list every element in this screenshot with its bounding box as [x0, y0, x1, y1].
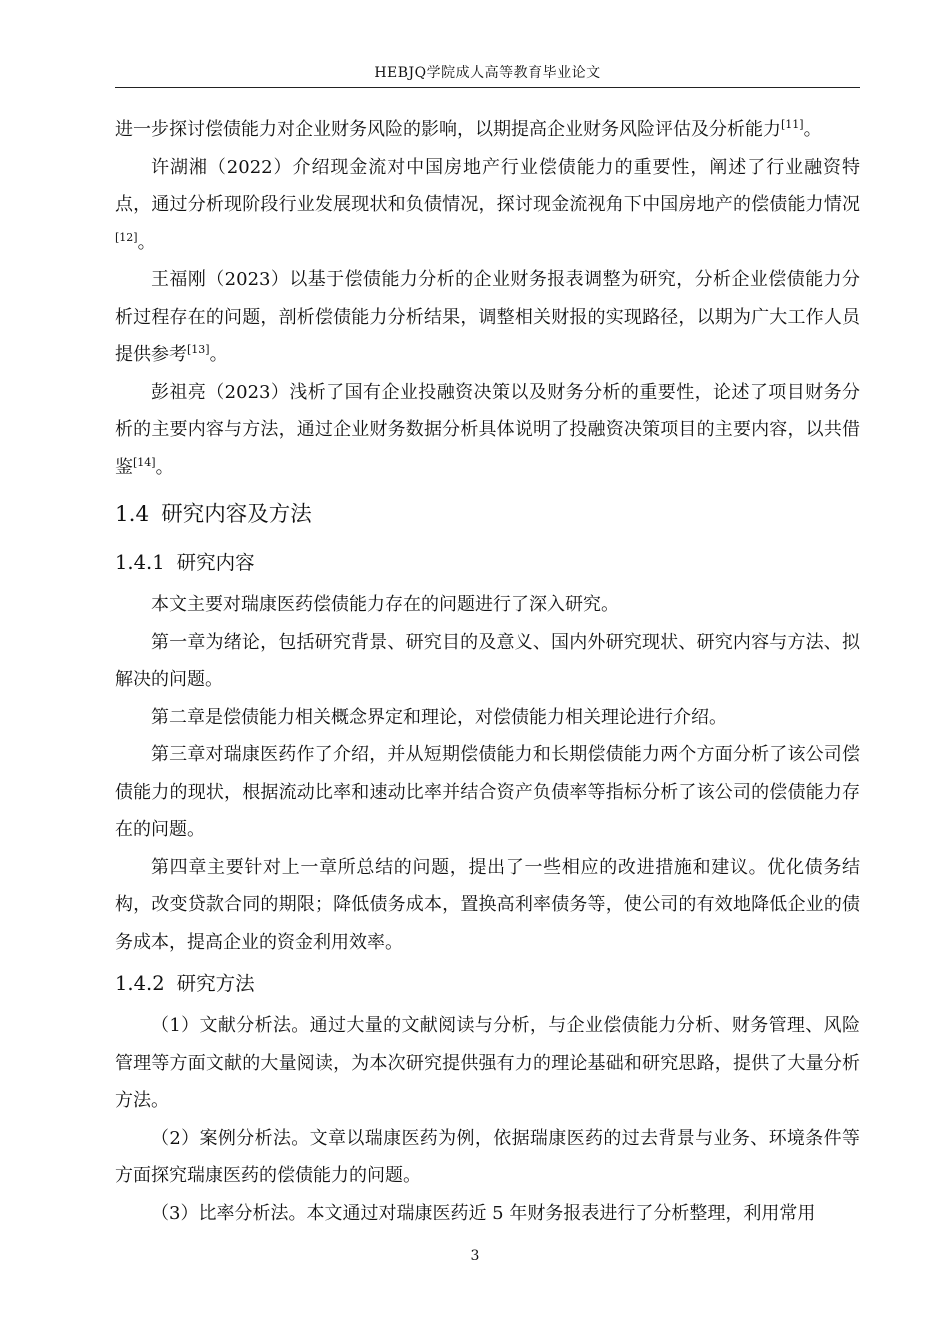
- body-paragraph: 王福刚（2023）以基于偿债能力分析的企业财务报表调整为研究，分析企业偿债能力分析过程存在的问题，剖析偿债能力分析结果，调整相关财报的实现路径，以期为广大工作人员提供参考[13]。: [115, 269, 860, 365]
- body-paragraph: 第二章是偿债能力相关概念界定和理论，对偿债能力相关理论进行介绍。: [151, 706, 727, 728]
- method-paragraph: （3）比率分析法。本文通过对瑞康医药近 5 年财务报表进行了分析整理，利用常用: [151, 1202, 816, 1224]
- body-paragraph: 进一步探讨偿债能力对企业财务风险的影响，以期提高企业财务风险评估及分析能力[11]。: [115, 118, 822, 140]
- citation-ref: [12]: [115, 230, 138, 244]
- method-paragraph: （2）案例分析法。文章以瑞康医药为例，依据瑞康医药的过去背景与业务、环境条件等方面探究瑞康医药的偿债能力的问题。: [115, 1127, 860, 1186]
- citation-ref: [13]: [187, 343, 210, 356]
- body-paragraph: 许湖湘（2022）介绍现金流对中国房地产行业偿债能力的重要性，阐述了行业融资特点，通过分析现阶段行业发展现状和负债情况，探讨现金流视角下中国房地产的偿债能力情况[12]。: [115, 156, 860, 253]
- header-divider: [115, 87, 860, 88]
- body-paragraph: 本文主要对瑞康医药偿债能力存在的问题进行了深入研究。: [151, 594, 619, 615]
- subsection-heading-1-4-1: 1.4.1 研究内容: [115, 551, 255, 574]
- body-paragraph: 第一章为绪论，包括研究背景、研究目的及意义、国内外研究现状、研究内容与方法、拟解决的问题。: [115, 631, 860, 690]
- body-paragraph: 彭祖亮（2023）浅析了国有企业投融资决策以及财务分析的重要性，论述了项目财务分析的主要内容与方法，通过企业财务数据分析具体说明了投融资决策项目的主要内容，以共借鉴[14]。: [115, 381, 860, 478]
- page-body: [115, 111, 860, 1232]
- method-paragraph: （1）文献分析法。通过大量的文献阅读与分析，与企业偿债能力分析、财务管理、风险管理等方面文献的大量阅读，为本次研究提供强有力的理论基础和研究思路，提供了大量分析方法。: [115, 1015, 860, 1111]
- body-paragraph: 第三章对瑞康医药作了介绍，并从短期偿债能力和长期偿债能力两个方面分析了该公司偿债能力的现状，根据流动比率和速动比率并结合资产负债率等指标分析了该公司的偿债能力存在的问题。: [115, 744, 860, 840]
- subsection-heading-1-4-2: 1.4.2 研究方法: [115, 972, 255, 995]
- body-paragraph: 第四章主要针对上一章所总结的问题，提出了一些相应的改进措施和建议。优化债务结构，改变贷款合同的期限；降低债务成本，置换高利率债务等，使公司的有效地降低企业的债务成本，提高企业的资金利用效率。: [115, 856, 860, 953]
- running-header: HEBJQ学院成人高等教育毕业论文: [374, 65, 601, 81]
- section-heading-1-4: 1.4 研究内容及方法: [115, 502, 312, 527]
- citation-ref: [11]: [781, 118, 804, 131]
- citation-ref: [14]: [133, 455, 156, 469]
- page-number: 3: [470, 1248, 480, 1264]
